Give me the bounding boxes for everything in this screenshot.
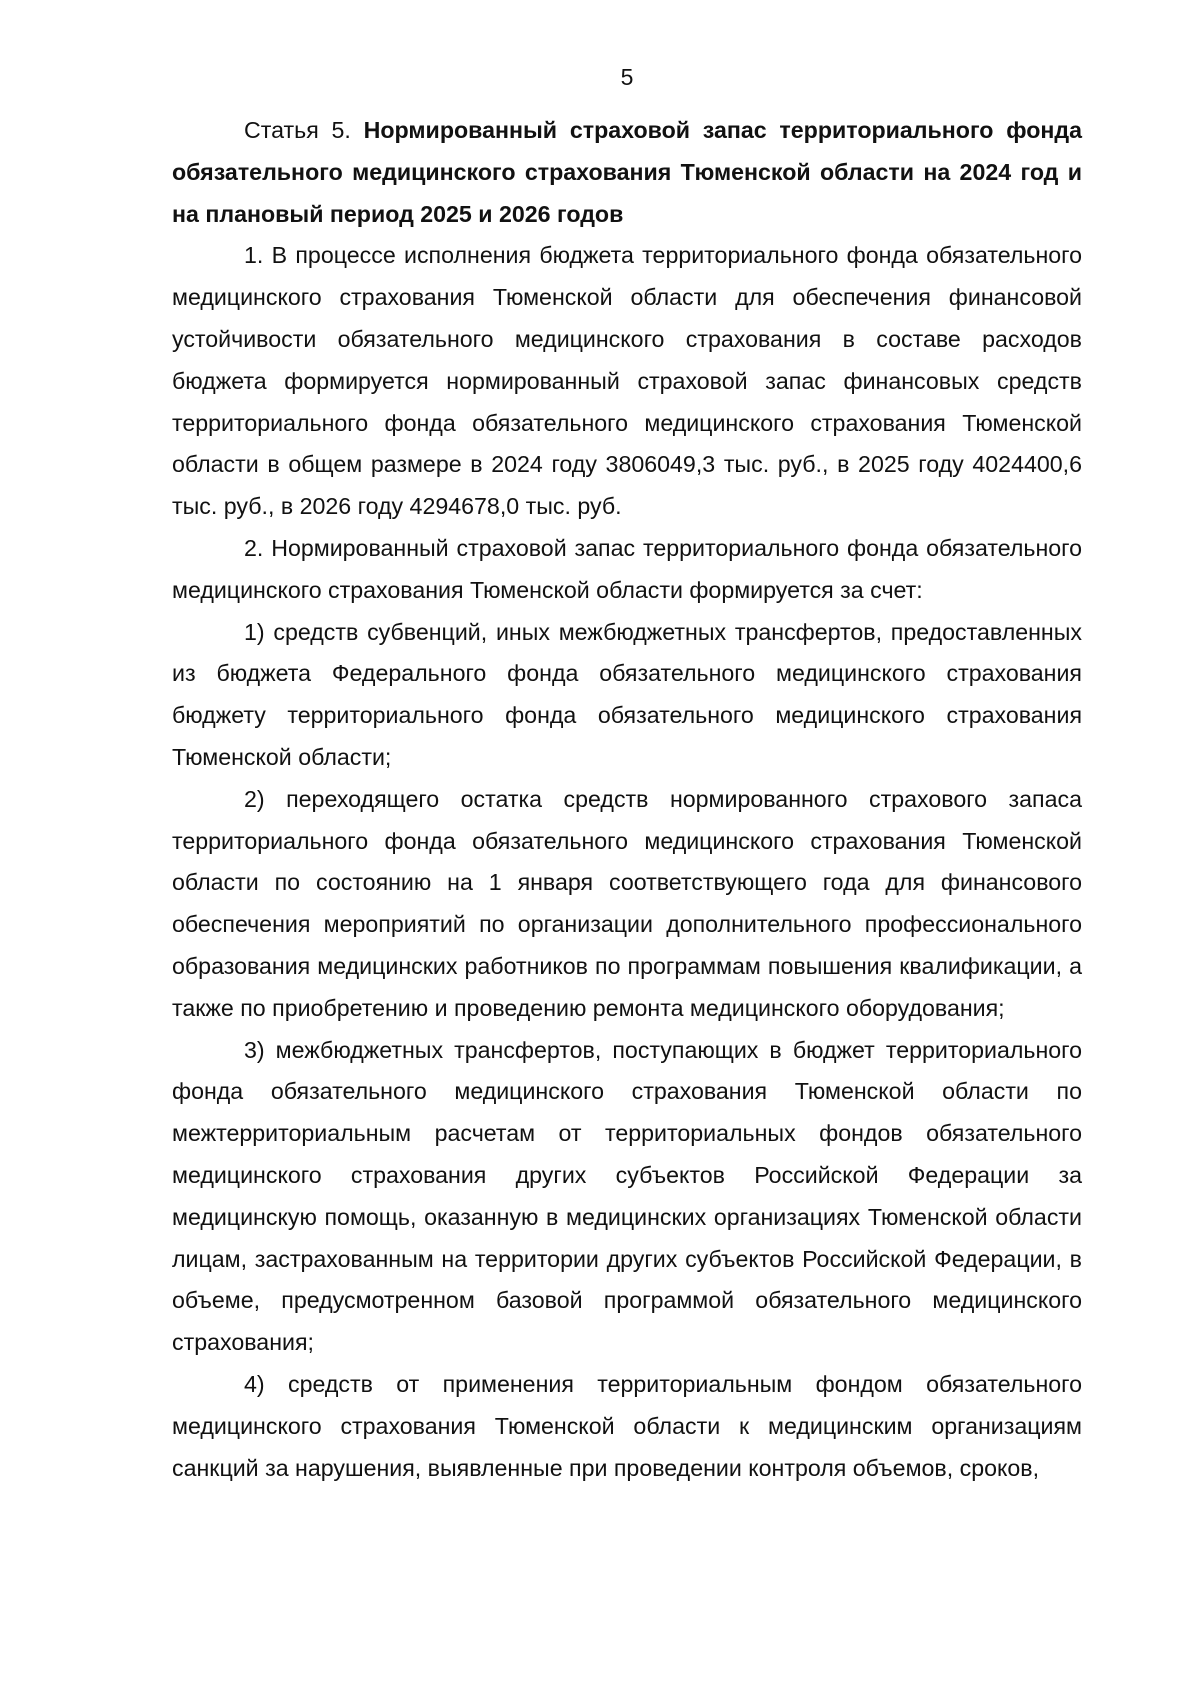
article-title: Нормированный страховой запас территориального фонда обязательного медицинского страхования Тюменской области на 2024 год и на плановый период 2025 и 2026 годов: [172, 117, 1082, 227]
list-item-4: 4) средств от применения территориальным фондом обязательного медицинского страхования Тюменской области к медицинским организациям санкций за нарушения, выявленные при проведении контроля объемов, сроков,: [172, 1370, 1082, 1481]
paragraph-2: 2. Нормированный страховой запас территориального фонда обязательного медицинского страхования Тюменской области формируется за счет:: [172, 534, 1082, 603]
list-item-1: 1) средств субвенций, иных межбюджетных трансфертов, предоставленных из бюджета Федерального фонда обязательного медицинского страхования бюджету территориального фонда обязательного медицинского страхования Тюменской области;: [172, 618, 1082, 770]
article-heading: [172, 110, 1082, 235]
document-body: [172, 110, 1082, 1489]
page-number: 5: [620, 64, 634, 90]
article-label: Статья 5.: [244, 117, 351, 143]
list-item-2: 2) переходящего остатка средств нормированного страхового запаса территориального фонда обязательного медицинского страхования Тюменской области по состоянию на 1 января соответствующего года для финансового обеспечения мероприятий по организации дополнительного профессионального образования медицинских работников по программам повышения квалификации, а также по приобретению и проведению ремонта медицинского оборудования;: [172, 785, 1082, 1021]
paragraph-1: 1. В процессе исполнения бюджета территориального фонда обязательного медицинского страхования Тюменской области для обеспечения финансовой устойчивости обязательного медицинского страхования в составе расходов бюджета формируется нормированный страховой запас финансовых средств территориального фонда обязательного медицинского страхования Тюменской области в общем размере в 2024 году 3806049,3 тыс. руб., в 2025 году 4024400,6 тыс. руб., в 2026 году 4294678,0 тыс. руб.: [172, 242, 1082, 520]
list-item-3: 3) межбюджетных трансфертов, поступающих в бюджет территориального фонда обязательного медицинского страхования Тюменской области по межтерриториальным расчетам от территориальных фондов обязательного медицинского страхования других субъектов Российской Федерации за медицинскую помощь, оказанную в медицинских организациях Тюменской области лицам, застрахованным на территории других субъектов Российской Федерации, в объеме, предусмотренном базовой программой обязательного медицинского страхования;: [172, 1036, 1082, 1356]
